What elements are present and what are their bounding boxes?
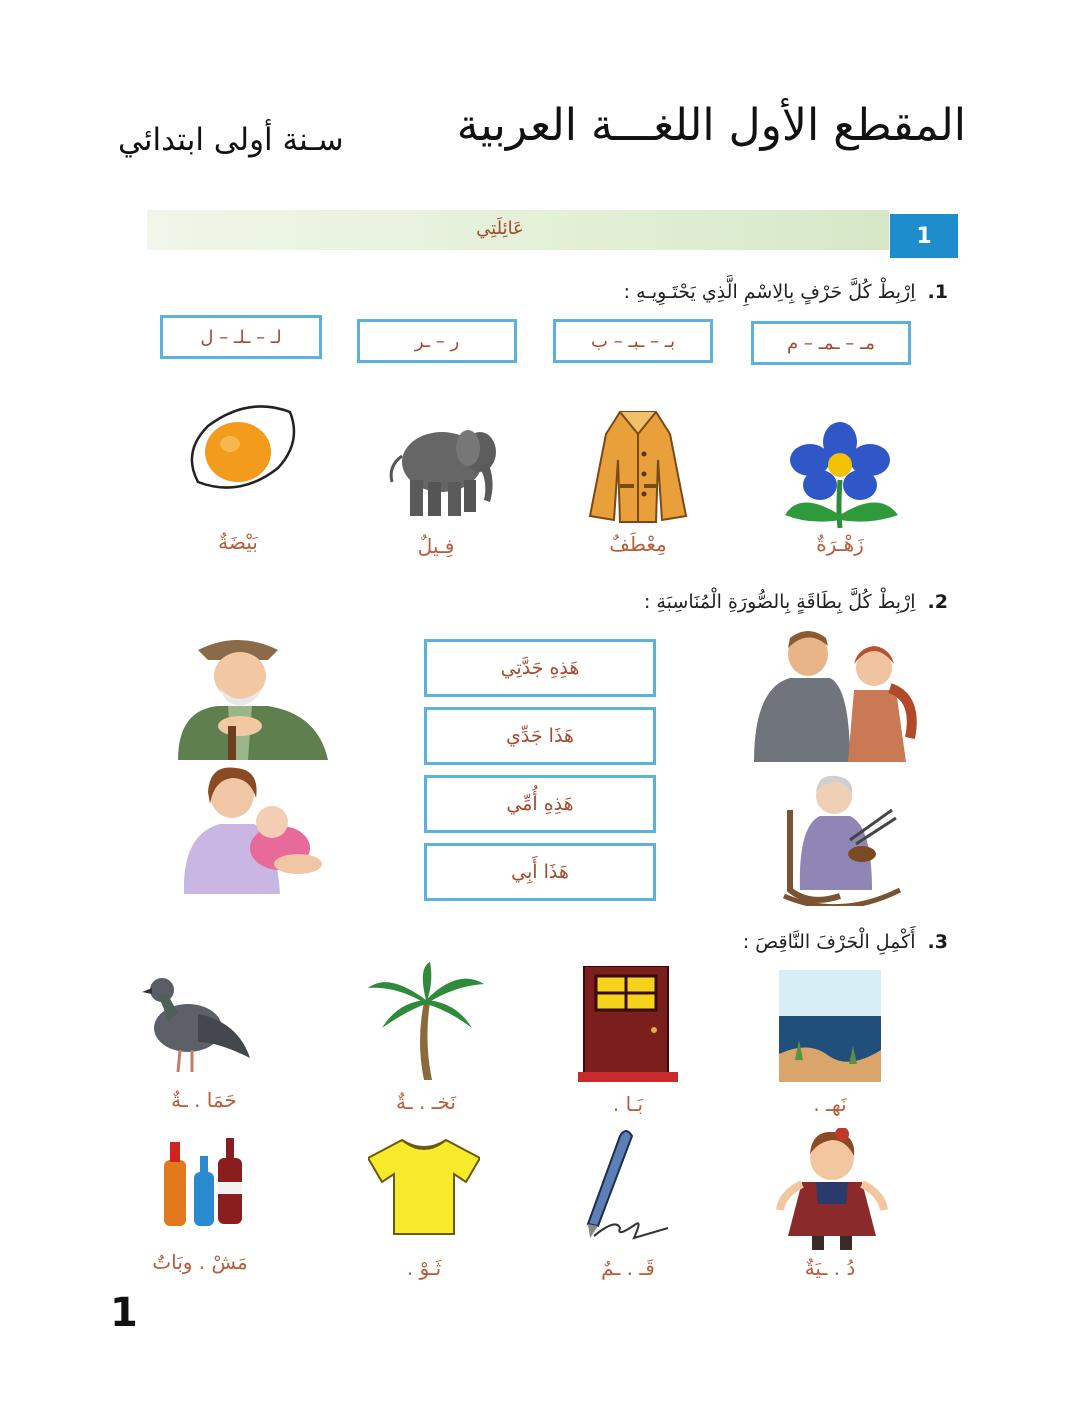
card-grandmother[interactable]: هَذِهِ جَدَّتِي [424,639,656,697]
card-grandfather[interactable]: هَذَا جَدِّي [424,707,656,765]
river-image[interactable] [779,970,881,1082]
word-egg: بَيْضَةٌ [218,530,258,554]
section1-number: 1. [927,281,948,303]
word-palm: نَخـ . ـةٌ [396,1090,456,1114]
unit-title: المقطع الأول اللغـــة العربية [456,100,966,151]
palm-tree-image[interactable] [368,962,484,1082]
word-tshirt: ثَـوْ . [406,1256,442,1280]
grandmother-image[interactable] [780,770,910,906]
egg-image[interactable] [178,402,302,498]
drinks-image[interactable] [156,1128,252,1230]
page-number: 1 [110,1290,138,1336]
word-elephant: فِـيلٌ [417,534,455,558]
word-drinks: مَشْ . وبَاتٌ [152,1250,248,1274]
section3-instruction [743,931,948,953]
section1-instruction [624,281,948,303]
door-image[interactable] [578,966,678,1084]
word-coat: مِعْطَفٌ [609,532,667,556]
elephant-image[interactable] [380,412,498,522]
doll-image[interactable] [776,1128,888,1252]
tshirt-image[interactable] [368,1138,480,1236]
lesson-title: عَائِلَتِي [476,218,524,239]
letter-box-lam[interactable]: لـ – ـلـ – ل [160,315,322,359]
flower-image[interactable] [780,420,900,530]
mother-baby-image[interactable] [180,764,330,894]
word-door: بَـا . [612,1092,644,1116]
word-doll: دُ . ـيَةٌ [804,1256,856,1280]
section3-instruction-text: أَكْمِلِ الْحَرْفَ النَّاقِصَ : [742,931,916,953]
grade-label: سـنة أولى ابتدائي [118,122,344,158]
letter-box-ra[interactable]: ر – ـر [357,319,517,363]
pen-image[interactable] [576,1128,672,1240]
coat-image[interactable] [582,404,694,524]
letter-box-ba[interactable]: بـ – ـبـ – ب [553,319,713,363]
section2-number: 2. [927,591,948,613]
pigeon-image[interactable] [138,962,250,1074]
section3-number: 3. [927,931,948,953]
letter-box-meem[interactable]: مـ – ـمـ – م [751,321,911,365]
word-pigeon: حَمَا . ـةٌ [171,1088,237,1112]
word-flower: زَهْـرَةٌ [816,532,864,556]
card-father[interactable]: هَذَا أَبِي [424,843,656,901]
section2-instruction-text: اِرْبِطْ كُلَّ بِطَاقَةٍ بِالصُّورَةِ الْمُنَاسِبَةِ : [644,591,916,613]
lesson-number-badge: 1 [890,214,958,258]
word-pen: قَـ . ـمٌ [601,1256,655,1280]
word-river: نَهـ . [813,1092,847,1116]
section1-instruction-text: اِرْبِطْ كُلَّ حَرْفٍ بِالِاسْمِ الَّذِي يَحْتَـوِيـهِ : [623,281,916,303]
father-child-image[interactable] [750,628,926,762]
grandfather-image[interactable] [158,630,334,760]
section2-instruction [644,591,948,613]
card-mother[interactable]: هَذِهِ أُمِّي [424,775,656,833]
